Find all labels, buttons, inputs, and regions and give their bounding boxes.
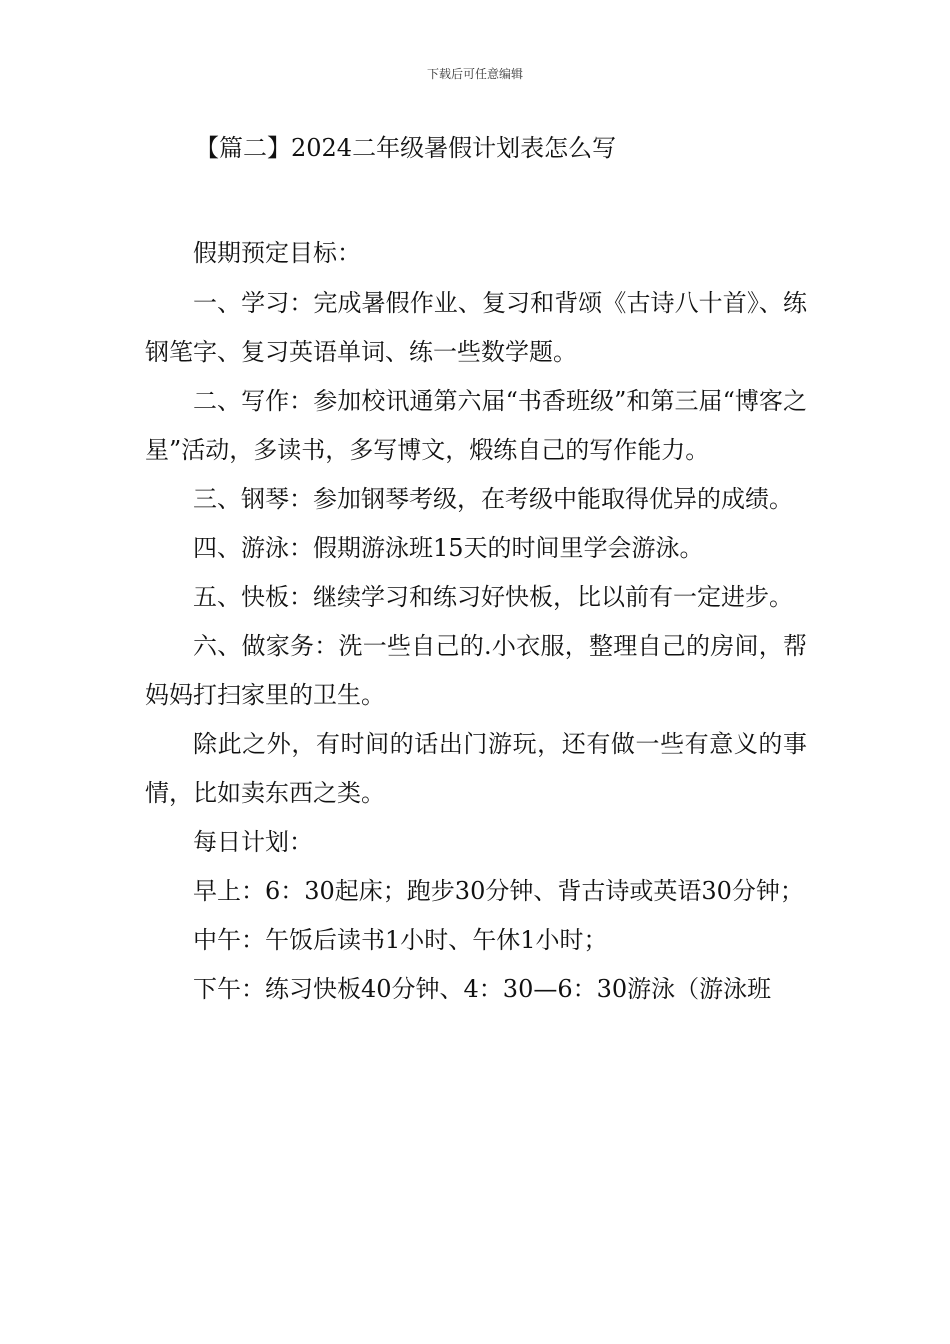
goal-writing: 二、写作：参加校讯通第六届“书香班级”和第三届“博客之星”活动，多读书，多写博文，煅练自己的写作能力。 — [145, 387, 807, 464]
goal-swimming: 四、游泳：假期游泳班15天的时间里学会游泳。 — [193, 534, 704, 562]
afternoon-plan: 下午：练习快板40分钟、4：30—6：30游泳（游泳班 — [193, 975, 772, 1003]
page-header: 下载后可任意编辑 — [426, 67, 523, 81]
document-title: 【篇二】2024二年级暑假计划表怎么写 — [195, 134, 617, 162]
goals-heading: 假期预定目标： — [193, 239, 361, 267]
goal-study: 一、学习：完成暑假作业、复习和背颂《古诗八十首》、练钢笔字、复习英语单词、练一些数学题。 — [145, 289, 807, 366]
goal-piano: 三、钢琴：参加钢琴考级，在考级中能取得优异的成绩。 — [193, 485, 793, 513]
daily-plan-heading: 每日计划： — [193, 828, 313, 856]
goal-housework: 六、做家务：洗一些自己的.小衣服，整理自己的房间，帮妈妈打扫家里的卫生。 — [145, 632, 807, 709]
noon-plan: 中午：午饭后读书1小时、午休1小时； — [193, 926, 608, 954]
morning-plan: 早上：6：30起床；跑步30分钟、背古诗或英语30分钟； — [193, 877, 804, 905]
extra-activities: 除此之外，有时间的话出门游玩，还有做一些有意义的事情，比如卖东西之类。 — [145, 730, 807, 807]
document-body — [145, 229, 807, 1014]
goal-kuaiban: 五、快板：继续学习和练习好快板，比以前有一定进步。 — [193, 583, 793, 611]
